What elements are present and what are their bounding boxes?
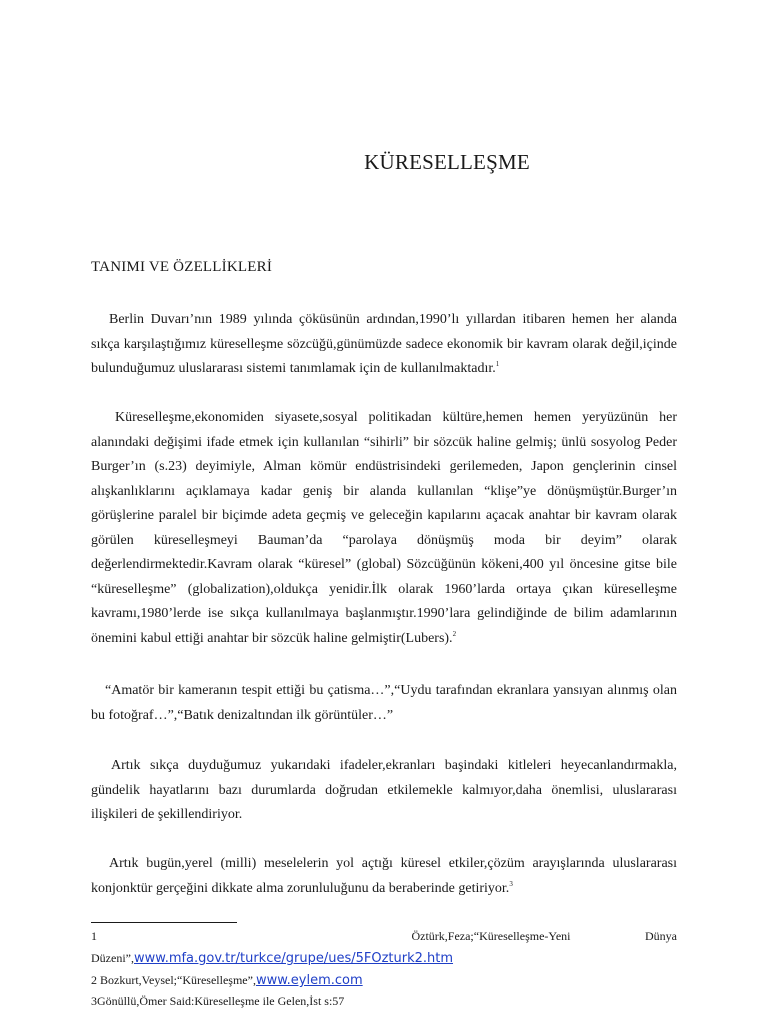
footnote-3 (91, 990, 677, 1012)
footnote-3-text: 3Gönüllü,Ömer Said:Küreselleşme ile Gelen,İst s:57 (91, 994, 345, 1008)
footnote-separator (91, 922, 237, 923)
footnote-ref-2: 2 (452, 629, 457, 638)
paragraph-1 (91, 308, 677, 382)
page-title: KÜRESELLEŞME (364, 150, 530, 174)
footnote-ref-1: 1 (495, 360, 500, 368)
footnote-2-link[interactable]: www.eylem.com (255, 973, 363, 988)
footnote-1 (91, 925, 677, 970)
footnote-2 (91, 969, 677, 992)
footnote-1-link[interactable]: www.mfa.gov.tr/turkce/grupe/ues/5FOzturk2.htm (133, 951, 454, 966)
footnote-1-line-2 (91, 947, 677, 970)
paragraph-4 (91, 754, 677, 828)
footnote-1-prefix: Düzeni”, (91, 951, 134, 965)
paragraph-3-text: “Amatör bir kameranın tespit ettiği bu çatisma…”,“Uydu tarafından ekranlara yansıyan alınmış olan bu fotoğraf…”,“Batık denizaltından ilk görüntüler…” (91, 683, 677, 723)
footnote-1-line-1 (91, 925, 677, 947)
paragraph-5-text: Artık bugün,yerel (milli) meselelerin yol açtığı küresel etkiler,çözüm arayışlarında uluslararası konjonktür gerçeğini dikkate alma zorunluluğunu da beraberinde getiriyor. (91, 856, 677, 896)
paragraph-2 (91, 406, 677, 651)
section-heading: TANIMI VE ÖZELLİKLERİ (91, 259, 273, 275)
footnote-1-tail: Dünya (644, 929, 677, 943)
paragraph-1-text: Berlin Duvarı’nın 1989 yılında çöküsünün ardından,1990’lı yıllardan itibaren hemen her alanda sıkça karşılaştığımız küreselleşme sözcüğü,günümüzde sadece ekonomik bir kavram olarak değil,içinde bulunduğumuz uluslararası sistemi tanımlamak için de kullanılmaktadır. (91, 312, 677, 376)
paragraph-5 (91, 852, 677, 901)
paragraph-3 (91, 679, 677, 728)
footnote-1-author: Öztürk,Feza;“Küreselleşme-Yeni (411, 929, 571, 943)
footnote-2-text: 2 Bozkurt,Veysel;“Küreselleşme”, (91, 973, 256, 987)
paragraph-4-text: Artık sıkça duyduğumuz yukarıdaki ifadeler,ekranları başindaki kitleleri heyecanlandırmakla, gündelik hayatlarını bazı durumlarda doğrudan etkilemekle kalmıyor,daha önemlisi, uluslararası ilişkileri de şekillendiriyor. (91, 758, 677, 822)
footnote-1-number: 1 (91, 929, 97, 943)
footnote-ref-3: 3 (509, 879, 513, 888)
paragraph-2-text: Küreselleşme,ekonomiden siyasete,sosyal politikadan kültüre,hemen hemen yeryüzünün her alanındaki değişimi ifade etmek için kullanılan “sihirli” bir sözcük haline gelmiş; ünlü sosyolog Peder Burger’ın (s.23) deyimiyle, Alman kömür endüstrisindeki gerilemeden, Japon gençlerinin cinsel alışkanlıklarını açıklamaya kadar geniş bir alanda kullanılan “klişe”ye dönüşmüştür.Burger’ın görüşlerine paralel bir biçimde adeta geçmiş ve geleceğin kapılarını açacak anahtar bir kavram olarak görülen küreselleşmeyi Bauman’da “parolaya dönüşmüş moda bir deyim” olarak değerlendirmektedir.Kavram olarak “küresel” (global) Sözcüğünün kökeni,400 yıl öncesine gitse bile “küreselleşme” (globalization),oldukça yenidir.İlk olarak 1960’larda ortaya çıkan küreselleşme kavramı,1980’lerde ise sıkça kullanılmaya başlanmıştır.1990’lara gelindiğinde de bilim adamlarının önemini kabul ettiği anahtar bir sözcük haline gelmiştir(Lubers). (91, 410, 677, 646)
